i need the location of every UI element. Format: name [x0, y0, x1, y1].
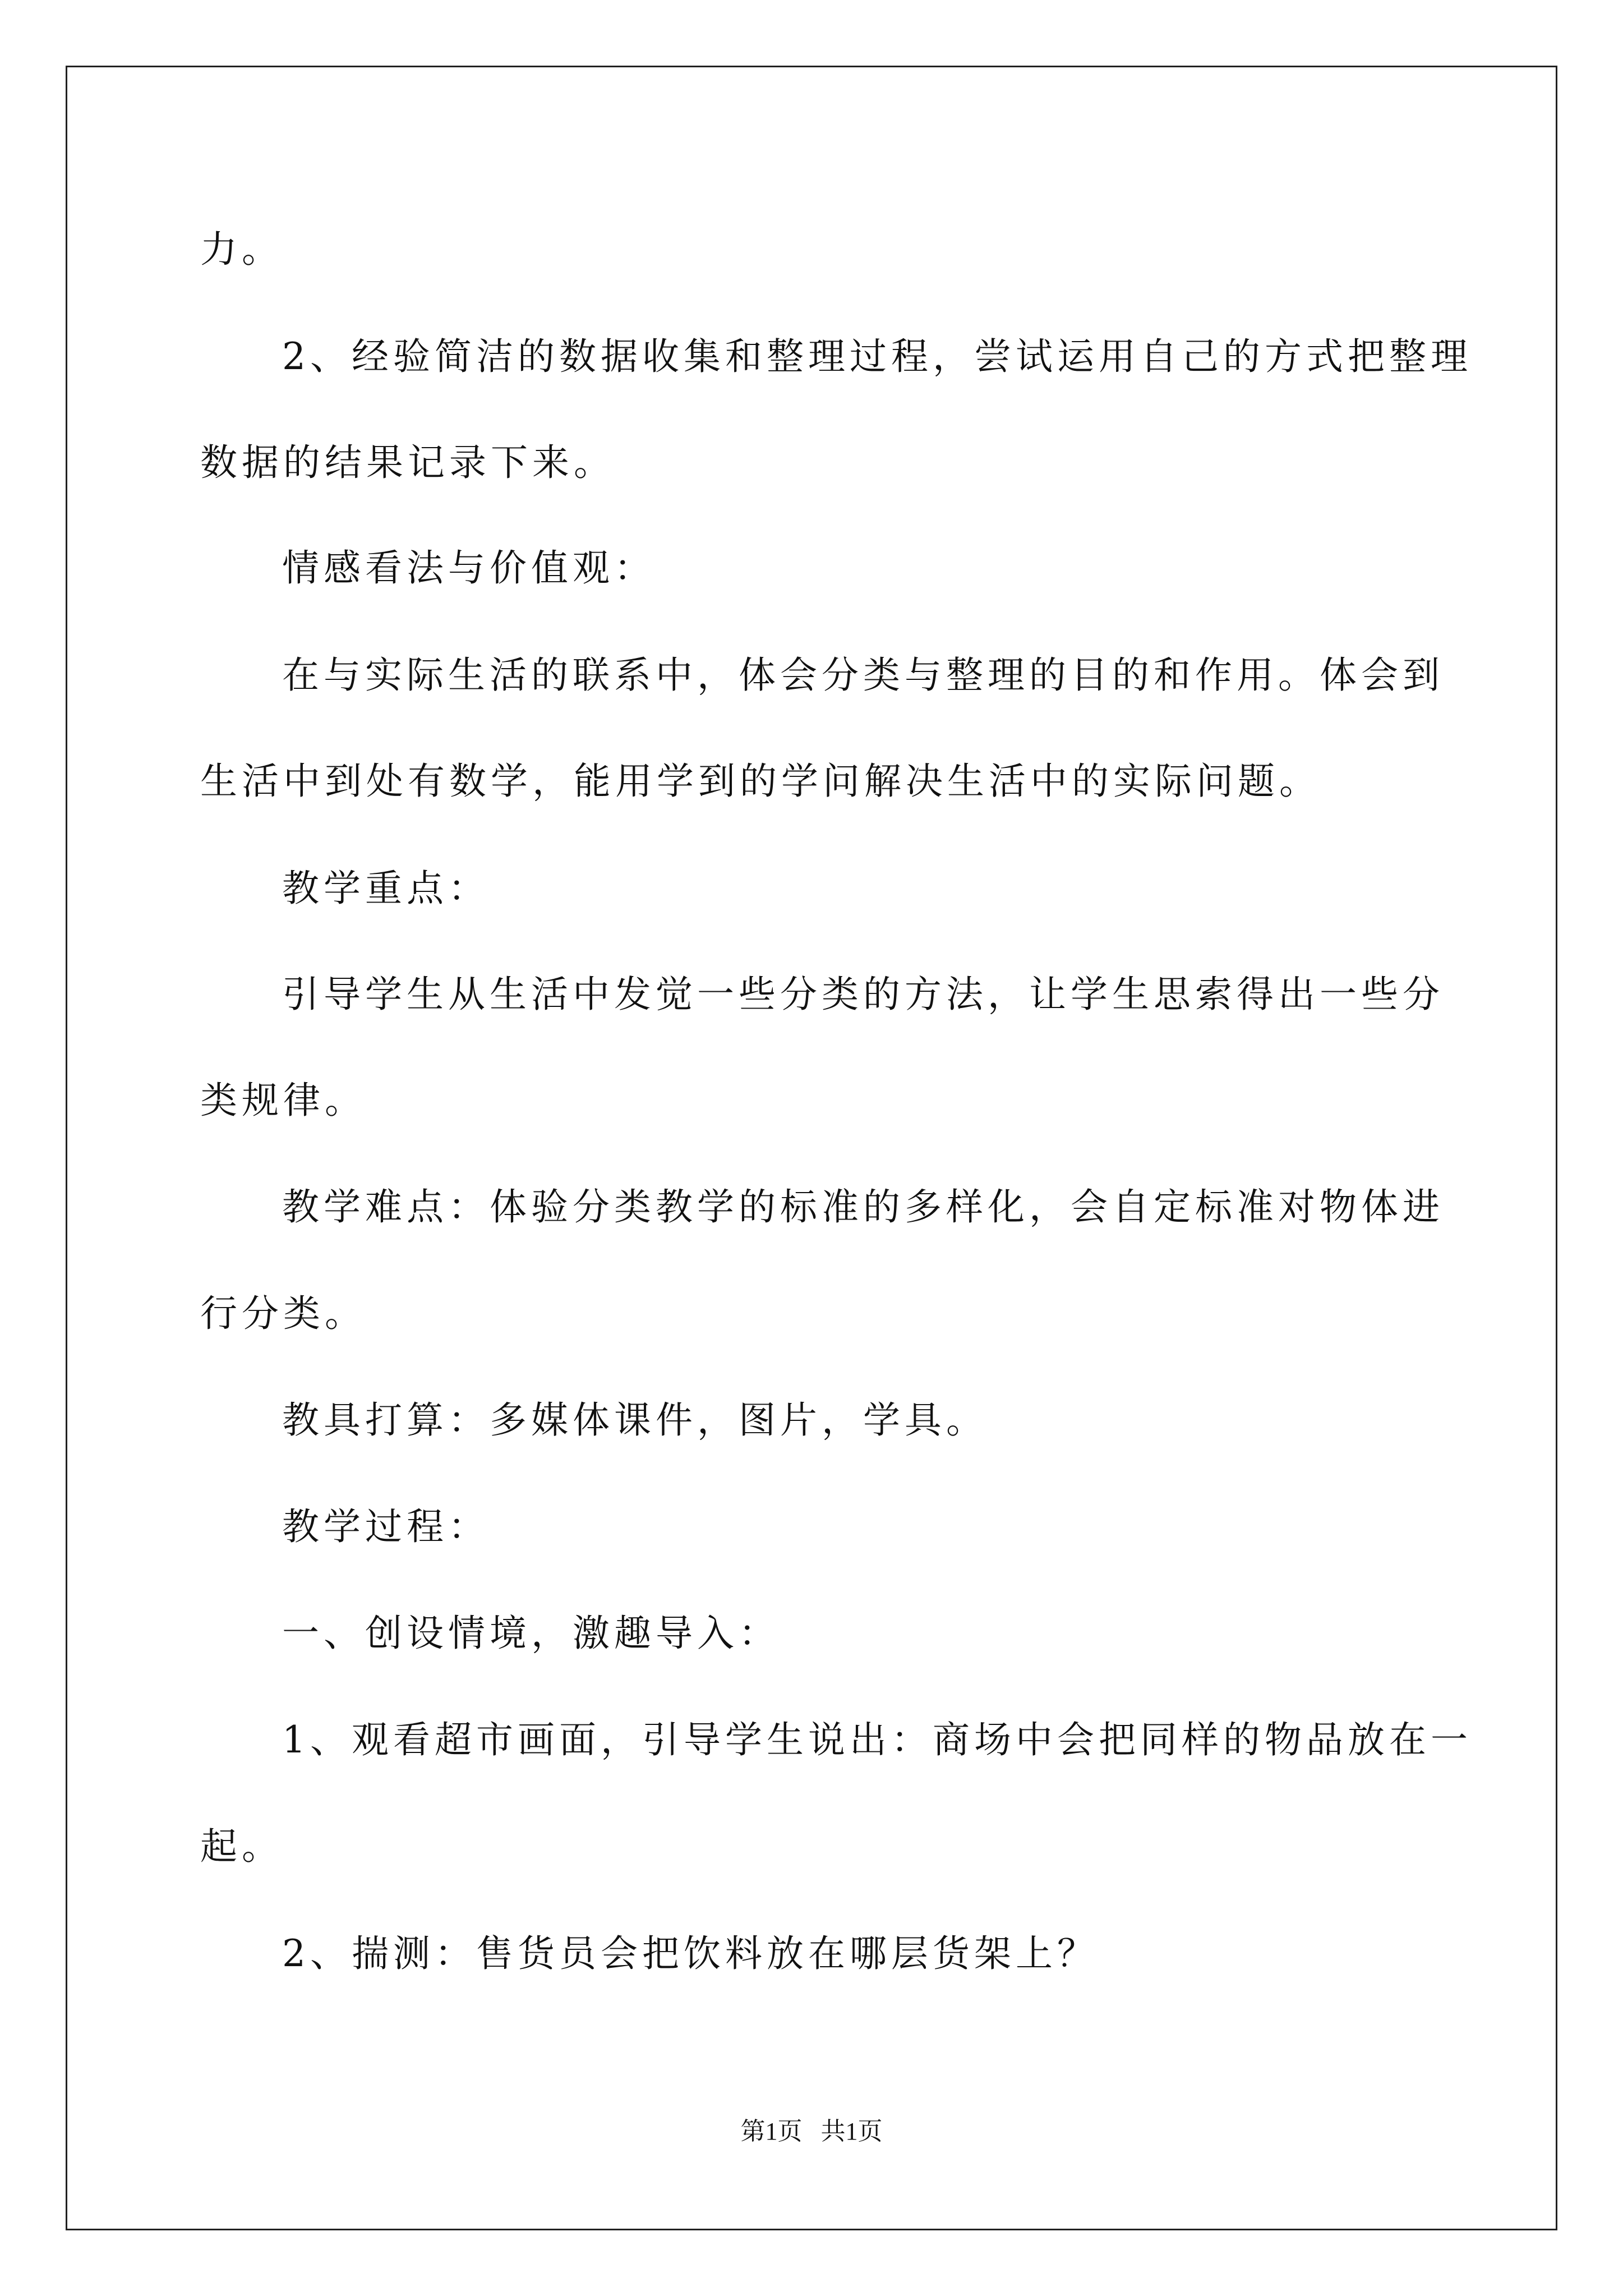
text-line: 数据的结果记录下来。 — [200, 441, 615, 484]
text-line: 在与实际生活的联系中，体会分类与整理的目的和作用。体会到 — [282, 654, 1444, 697]
text-line: 1、观看超市画面，引导学生说出：商场中会把同样的物品放在一 — [282, 1718, 1472, 1761]
text-line: 引导学生从生活中发觉一些分类的方法，让学生思索得出一些分 — [282, 973, 1444, 1016]
page-border — [66, 66, 1557, 2230]
text-line: 教学重点： — [282, 867, 490, 910]
text-line: 2、经验简洁的数据收集和整理过程，尝试运用自己的方式把整理 — [282, 335, 1472, 378]
text-line: 起。 — [200, 1825, 283, 1868]
text-line: 教学过程： — [282, 1505, 490, 1548]
text-line: 力。 — [200, 228, 283, 271]
text-line: 行分类。 — [200, 1292, 366, 1335]
page-number-footer: 第1页 共1页 — [740, 2118, 883, 2145]
text-line: 2、揣测：售货员会把饮料放在哪层货架上？ — [282, 1932, 1099, 1975]
text-line: 类规律。 — [200, 1079, 366, 1122]
text-line: 一、创设情境，激趣导入： — [282, 1612, 780, 1655]
text-line: 情感看法与价值观： — [282, 546, 656, 590]
text-line: 教学难点：体验分类教学的标准的多样化，会自定标准对物体进 — [282, 1185, 1444, 1228]
text-line: 生活中到处有数学，能用学到的学问解决生活中的实际问题。 — [200, 760, 1321, 803]
text-line: 教具打算：多媒体课件，图片，学具。 — [282, 1398, 988, 1442]
